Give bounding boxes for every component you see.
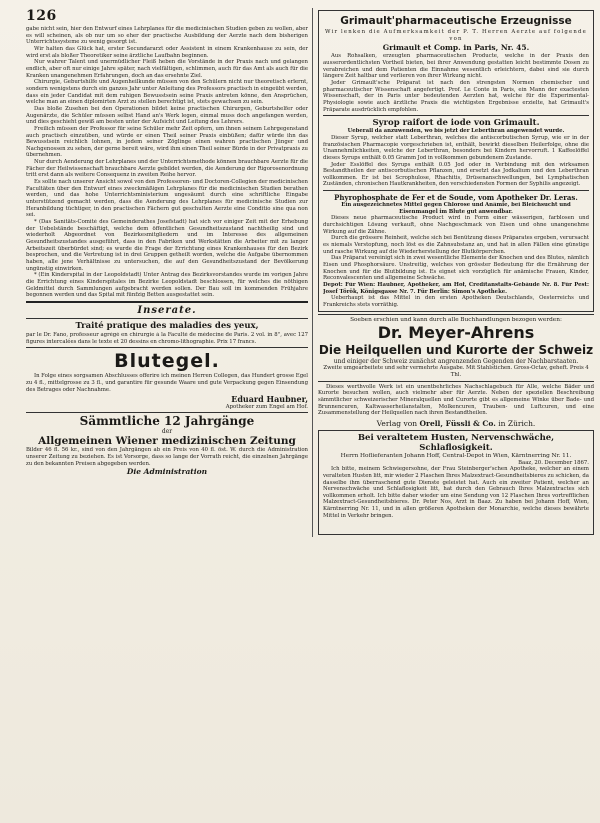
book-author: Dr. Meyer-Ahrens [377, 323, 535, 343]
ad-zeitung-volumes [26, 415, 308, 476]
book-title: Die Heilquellen und Kurorte der Schweiz [318, 343, 594, 358]
ad-syrup-subtitle: Ueberall da anzuwenden, wo bis jetzt der Leberthran angewendet wurde. [347, 128, 565, 135]
book-subtitle: und einiger der Schweiz zunächst angrenzenden Gegenden der Nachbarstaaten. [333, 358, 579, 366]
section-divider [26, 301, 308, 303]
left-column [26, 26, 308, 476]
ad-grimault-company: Grimault et Comp. in Paris, Nr. 45. [382, 43, 530, 53]
ad-fano-title: Traité pratique des maladies des yeux, [75, 320, 259, 331]
ad-grimault-text: Aus Rohsalken, erzeugten pharmaceutischen Producte, welche in der Praxis den ausserordentlichsten Vortheil bieten, bei ihrer Anwendung gestatten leicht bestimmte Dosen zu verabreichen und dem Patienten die Einnahme wesentlich erleichtern, dabei sind sie durch längere Zeit haltbar und verlieren von ihrer Wirkung nicht. [323, 53, 589, 80]
divider [26, 318, 308, 319]
ad-fano-text: par le Dr. Fano, professeur agrégé en chirurgie à la Faculté de médecine de Paris. 2 vol. in 8°, avec 127 figures intercalées dans le texte et 20 dessins en chromo-lithographie. Prix 17 francs. [26, 331, 308, 345]
book-publisher-prefix: Verlag von [376, 418, 418, 428]
ad-phosphate-text: Dieses neue pharmaceutische Product wird in Form einer wässerigen, farblosen und durchsichtigen Lösung verkauft, ohne Nachgeschmack von Eisen und ohne unangenehme Wirkung auf die Zähne. [323, 215, 589, 235]
article-paragraph: Nur wahrer Talent und unermüdlicher Fleiß heben die Vorstände in der Praxis nach und gelangen endlich, aber oft nur einige Jahre später, nach vielfältigen, schlimmen, auch für das Amt als auch für die Kranken unangenehmen Erfahrungen, doch an das ersehnte Ziel. [26, 59, 308, 79]
right-column [312, 8, 594, 537]
ad-depot: Depot: Für Wien: Haubner, Apotheker, am Hof, Creditanstalts-Gebäude Nr. 8. Für Pest: Josef Török, Königsgasse Nr. 7. Für Berlin: Simon's Apotheke. [323, 282, 589, 295]
ad-phosphate-text: Das Präparat vereinigt sich in zwei wesentliche Elemente der Knochen und des Blutes, nämlich Eisen und Phosphorsäure. Unstreitig, welches von grösster Bedeutung für die Ernährung der Knochen und für die Blutbildung ist. Es eignet sich vorzüglich für anämische Frauen, Kinder, Reconvalescenten und allgemeine Schwäche. [323, 255, 589, 282]
ad-hoff-text: Ich bitte, meinem Schwiegersohne, der Frau Steinberger'schen Apotheke, welcher an einem veralteten Husten litt, mir wieder 2 Flaschen Ihres Malzextract-Gesundheitsbieres zu schicken, da dasselbe ihm überraschend gute Dienste geleistet hat. Auch ein zweiter Patient, welcher an Nervenschwäche und Schlaflosigkeit litt, hat durch den Gebrauch Ihres Malzextractes sich vollkommen erholt. Ich bitte daher wieder um eine Sendung von 12 Flaschen Ihres vortrefflichen Malzextract-Gesundheitsbieres. Dr. Peter Nos, Arzt in Baaz. Zu haben bei Johann Hoff, Wien, Kärntnerring Nr. 11, und in allen größeren Apotheken der Monarchie, welche dieses bewährte Mittel in Verkehr bringen. [323, 466, 589, 519]
ad-zeitung-title-2: der [161, 428, 173, 436]
divider [26, 412, 308, 413]
ad-syrup-title: Syrop raifort de iode von Grimault. [372, 118, 540, 129]
divider [323, 115, 589, 116]
ad-grimault-text: Jeder Grimault'sche Präparat ist nach den strengsten Normen chemischer und pharmaceutischer Wissenschaft angefertigt. Prof. Le Conte in Paris, ein Mann der exactesten Wissenschaft, der in Paris unter bedeutenden Aerzten hat, welche für die Experimental-Physiologie sowie auch ärztliche Praxis die wichtigsten Ergebnisse erzielte, hat Grimault's Präparate ausdrücklich empfohlen. [323, 79, 589, 113]
ad-syrup-text: Dieser Syrup, welcher statt Leberthran, welches die antiscorbutischen Syrup, wie er in der französischen Pharmacopie vorgeschrieben ist, enthält, bewirkt dieselben Heilerfolge, ohne die Unannehmlichkeiten, welche der Leberthran, besonders bei Kindern hervorruft. 1 Kaffeelöffel dieses Syrups enthält 0.05 Gramm Jod in vollkommen gebundenem Zustande. [323, 134, 589, 161]
article-paragraph: Es sollte nach unserer Ansicht sowol von den Professoren- und Doctoren-Collegien der medicinischen Facultäten über den Entwurf eines zweckmäßigen Lehrplanes für die medicinischen Studien berathen werden, und das hohe Unterrichtsministerium ungesäumt durch eine schriftliche Eingabe unterstützend gemacht werden, dass die Aenderung des Lehrplanes für medicinische Studien zur Heranbildung tüchtiger, in den practischen Fächern gut geschulten Aerzte eine Conditio sine qua non sei. [26, 179, 308, 219]
ad-blutegel-text: In Folge eines sorgsamen Abschlusses offerire ich meinen Herren Collegen, das Hundert grosse Egel zu 4 fl., mittelgrosse zu 3 fl., und garantire für gesunde Waare und gute Verpackung gegen Einsendung des Betrages oder Nachnahme. [26, 373, 308, 393]
divider [318, 381, 594, 382]
book-publisher [318, 419, 594, 428]
ad-syrup-text: Jeder Esslöffel des Syrups enthält 0.05 Jod oder in Verbindung mit den wirksamen Bestandtheilen der antiscorbutischen Pflanzen, und ersetzt das Jodkalium und den Leberthran vollkommen. Er ist bei Scrophulose, Rhachitis, Drüsenanschwellungen, bei Lymphatischen Zuständen, chronischen Hautkrankheiten, den verschiedensten Formen der Syphilis angezeigt. [323, 161, 589, 188]
book-publisher-name: Orell, Füssli & Co. [419, 418, 496, 428]
ad-fano-book [26, 321, 308, 345]
news-item-sanitary-committee: * (Das Sanitäts-Comité des Gemeinderathes Josefstadt) hat sich vor einiger Zeit mit der Erhebung der Uebelstände beschäftigt, welche dem öffentlichen Gesundheitszustand nachtheilig sind und wiederholt Abgeordnet von Bezirkesmitgliedern und im Interesse des allgemeinen Gesundheitszustandes ausgeführt, dass in den Fabriken und Werkstätten die Arbeiter mit zu langer Arbeitszeit überbürdet sind; es wurde die Frage der Errichtung eines Krankenhauses für den Bezirk besprochen, und die Vertretung ist in drei Gruppen getheilt worden, welche die Aufgabe übernommen haben, alle jene Verhältnisse zu untersuchen, die auf den Gesundheitszustand der Bevölkerung ungünstig einwirken. [26, 219, 308, 272]
article-paragraph: Nur durch Aenderung der Lehrplanes und der Unterrichtsmethode können brauchbare Aerzte für die Fächer der Heilwissenschaft brauchbare Aerzte gebildet werden, die Aenderung der Rigorosenordnung tritt erst dann als weitere Consequenz in zweiten Reihe hervor. [26, 159, 308, 179]
ad-blutegel-title: Blutegel. [114, 350, 220, 373]
book-edition: Zweite umgearbeitete und sehr vermehrte Ausgabe. Mit Stahlstichen. Gross-Octav, geheft. Preis 4 Thl. [323, 365, 589, 378]
article-paragraph: Chirurgie, Geburtshilfe und Augenheilkunde müssen von den Schülern nicht nur theoretisch erlernt, sondern wenigstens durch ein ganzes Jahr unter Anleitung des Professors practisch in eingeübt werden, dass ein jeder Candidat mit dem ruhigen Bewusstsein seine Praxis antreten könne, den Ansprüchen, welche man an einen diplomirten Arzt zu stellen berechtigt ist, stets gewachsen zu sein. [26, 79, 308, 106]
ad-zeitung-text: Bilder 46 fl. 56 kr., sind von den Jahrgängen ab ein Preis von 40 fl. öst. W. durch die Administration unserer Zeitung zu beziehen. Es ist Vorsorge, dass so lange der Vorrath reicht, die einzelnen Jahrgänge zu den bekannten Preisen abgegeben werden. [26, 447, 308, 467]
ad-blutegel-signature: Eduard Haubner, [231, 394, 308, 405]
divider [323, 190, 589, 191]
ad-blutegel-signature-sub: Apotheker zum Engel am Hof. [225, 404, 308, 411]
article-paragraph: Wir halten das Glück hat, erster Secundararzt oder Assistent in einem Krankenhause zu sein, der wird erst als bloßer Theoretiker seine ärztliche Laufbahn beginnen. [26, 45, 308, 59]
ad-meyer-ahrens-book [318, 317, 594, 428]
ad-hoff-place-date: Baaz, 20. December 1867. [518, 459, 589, 466]
ad-grimault-title: Grimault'pharmaceutische Erzeugnisse [340, 15, 572, 27]
ad-phosphate-text: Durch die grössere Reinheit, welche sich bei Benützung dieses Präparates ergeben, verursacht es niemals Verstopfung, noch löst es die Zahnsubstanz an, und hat in allen Fällen eine günstige und rasche Wirkung auf die Wiederherstellung der Blutkörperchen. [323, 235, 589, 255]
ad-hoff-malt [318, 430, 594, 535]
ad-blutegel [26, 350, 308, 410]
book-description: Dieses werthvolle Werk ist ein unentbehrliches Nachschlagebuch für Alle, welche Bäder und Kurorte besuchen wollen, auch vielmehr aber für Aerzte. Neben der speziellen Beschreibung sämmtlicher schweizerischer Mineralquellen und Curorte gibt es allgemeine Winke über Bade- und Brunnencuren, Kaltwasserheilanstalten, Molkencuren, Trauben- und Luftcuren, und eine Zusammenstellung der Heilquellen nach ihren Bestandtheilen. [318, 383, 594, 417]
ad-zeitung-title-3: Allgemeinen Wiener medizinischen Zeitung [38, 435, 296, 448]
ad-phosphate-title: Phyrophosphate de Fer et de Soude, vom Apotheker Dr. Leras. [334, 193, 578, 203]
ad-grimault [318, 10, 594, 312]
book-intro: Soeben erschien und kann durch alle Buchhandlungen bezogen werden: [350, 316, 562, 323]
ads-section-title: Inserate. [137, 304, 197, 316]
ad-hoff-title: Bei veraltetem Husten, Nervenschwäche, Schlaflosigkeit. [357, 432, 555, 453]
article-paragraph: Freilich müssen der Professor für seine Schüler mehr Zeit opfern, um ihnen seinem Lehrgegenstand auch practisch einzuüben, und würde er einen Theil seiner Praxis einbüßen; dafür würde ihn das Bewusstsein reichlich lohnen, in jedem seiner Zöglinge einen wahren practischen Jünger und Nachgenossen zu sehen, der gerne bereit wäre, wird ihm einen Theil seiner Bürde in der Privatpraxis zu übernehmen. [26, 125, 308, 159]
ad-depot-note: Ueberhaupt ist das Mittel in den ersten Apotheken Deutschlands, Oesterreichs und Frankreichs stets vorräthig. [323, 295, 589, 308]
ad-phosphate-subtitle: Ein ausgezeichnetes Mittel gegen Chlorose und Anämie, bei Bleichsucht und Eisenmangel im Blute gut anwendbar. [341, 202, 571, 215]
page-number: 126 [26, 8, 57, 24]
article-paragraph: gabe nicht sein, hier den Entwurf eines Lehrplanes für die medicinischen Studien geben zu wollen, aber es will scheinen, als ob nur um so eher der practische Ausbildung der Aerzte nach dem bisherigen Unterrichtssysteme zu wenig gesorgt ist. [26, 26, 308, 46]
ad-hoff-intro: Herrn Hoflieferanten Johann Hoff, Central-Depot in Wien, Kärntnerring Nr. 11. [340, 452, 572, 459]
article-paragraph: Das bloße Zusehen bei den Operationen bildet keine practischen Chirurgen, Geburtshelfer oder Augenärzte, die Schüler müssen selbst Hand an's Werk legen, einmal muss doch angefangen werden, und dies geschieht gewiß am besten unter der Aufsicht und Leitung des Lehrers. [26, 105, 308, 126]
book-publisher-city: in Zürich. [498, 418, 536, 428]
news-item-children-hospital: * (Ein Kinderspital in der Leopoldstadt) Unter Antrag des Bezirksvorstandes wurde im vorigen Jahre die Errichtung eines Kinderspitales im Bezirke Leopoldstadt beschlossen, für welches die nöthigen Geldmittel durch Sammlungen aufgebracht werden sollen. Der Bau soll im kommenden Frühjahre begonnen werden und das Spital mit fünfzig Betten ausgestattet sein. [26, 272, 308, 299]
divider [26, 347, 308, 348]
ad-grimault-intro: Wir lenken die Aufmerksamkeit der P. T. Herren Aerzte auf folgende von [324, 29, 588, 42]
ad-zeitung-title-1: Sämmtliche 12 Jahrgänge [79, 414, 255, 429]
divider [318, 314, 594, 315]
ad-zeitung-footer: Die Administration [126, 467, 208, 477]
